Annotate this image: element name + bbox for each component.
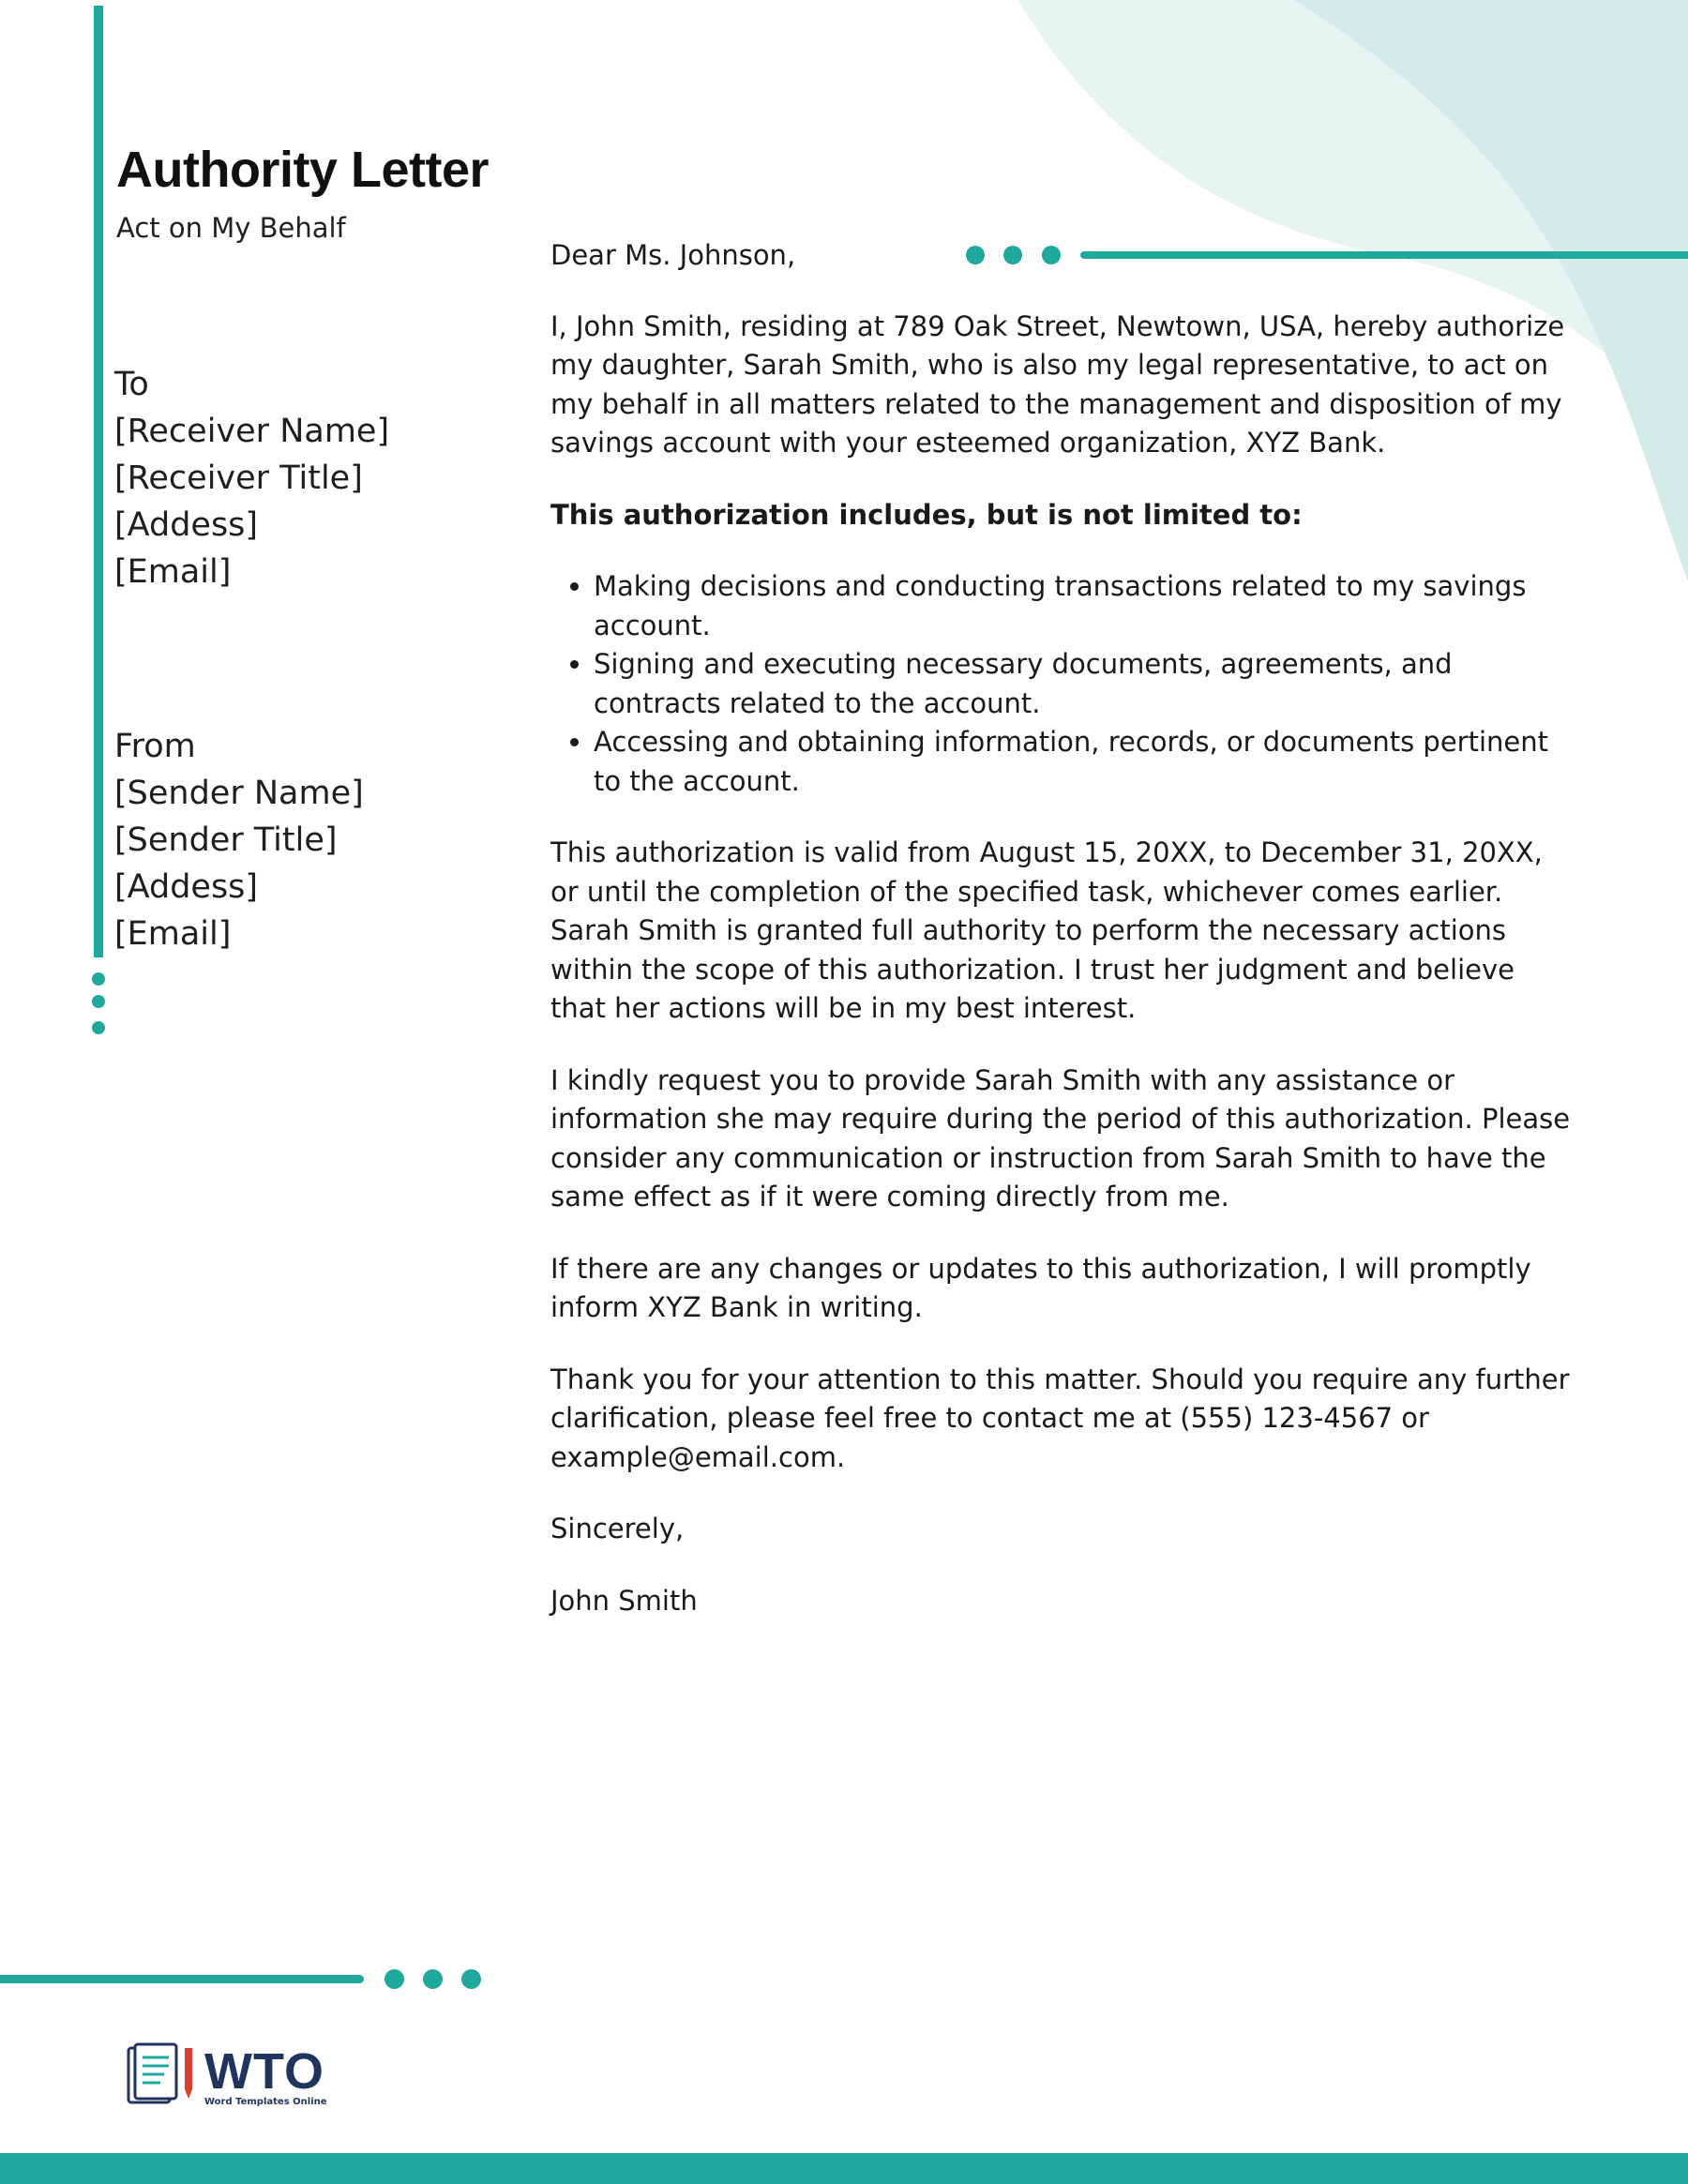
- list-item: • Making decisions and conducting transactions related to my savings account.: [594, 567, 1573, 645]
- letter-greeting: Dear Ms. Johnson,: [550, 239, 796, 271]
- sender-name: [Sender Name]: [114, 775, 364, 812]
- receiver-title: [Receiver Title]: [114, 459, 363, 497]
- sender-title: [Sender Title]: [114, 821, 338, 859]
- footer-band: [0, 2153, 1688, 2184]
- accent-dot: [461, 1969, 481, 1989]
- to-label: To: [114, 366, 149, 403]
- letter-thanks-paragraph: Thank you for your attention to this matter. Should you require any further clarification, please feel free to contact me at (555) 123-4567 or example@email.com.: [550, 1363, 1570, 1473]
- receiver-address: [Addess]: [114, 506, 259, 544]
- letter-validity-paragraph: This authorization is valid from August 15, 20XX, to December 31, 20XX, or until the completion of the specified task, whichever comes earlier. Sarah Smith is granted full authority to perform the necessary actions within the scope of this authorization. I trust her judgment and believe that her actions will be in my best interest.: [550, 836, 1543, 1024]
- list-item: • Signing and executing necessary documents, agreements, and contracts related to the account.: [594, 645, 1573, 723]
- sender-email: [Email]: [114, 915, 232, 953]
- receiver-name: [Receiver Name]: [114, 413, 390, 450]
- accent-dot: [92, 995, 105, 1008]
- sender-block: [114, 723, 364, 957]
- letter-changes-paragraph: If there are any changes or updates to this authorization, I will promptly inform XYZ Bank in writing.: [550, 1252, 1531, 1323]
- from-label: From: [114, 728, 196, 765]
- list-item: • Accessing and obtaining information, records, or documents pertinent to the account.: [594, 723, 1573, 801]
- logo-tagline: Word Templates Online: [204, 2097, 327, 2107]
- accent-dot: [384, 1969, 404, 1989]
- document-subtitle: Act on My Behalf: [116, 212, 346, 244]
- left-accent-bar: [94, 6, 103, 957]
- recipient-block: [114, 361, 389, 595]
- letter-closing: Sincerely,: [550, 1513, 685, 1544]
- accent-dot: [92, 972, 105, 986]
- letter-body: [550, 236, 1573, 1653]
- receiver-email: [Email]: [114, 553, 232, 591]
- logo-wordmark: WTO: [204, 2043, 324, 2100]
- bottom-accent-line: [0, 1975, 364, 1983]
- document-title: Authority Letter: [116, 142, 489, 198]
- letter-intro-paragraph: I, John Smith, residing at 789 Oak Street, Newtown, USA, hereby authorize my daughter, Sarah Smith, who is also my legal representative, to act on my behalf in all matters related to the management and disposition of my savings account with your esteemed organization, XYZ Bank.: [550, 309, 1565, 459]
- letter-request-paragraph: I kindly request you to provide Sarah Smith with any assistance or information she may require during the period of this authorization. Please consider any communication or instruction from Sarah Smith to have the same effect as if it were coming directly from me.: [550, 1063, 1571, 1212]
- accent-dot: [423, 1969, 443, 1989]
- authorization-list: [550, 567, 1573, 801]
- letter-list-heading: This authorization includes, but is not limited to:: [550, 498, 1303, 531]
- sender-address: [Addess]: [114, 868, 259, 906]
- accent-dot: [92, 1021, 105, 1034]
- letter-signature: John Smith: [550, 1584, 698, 1617]
